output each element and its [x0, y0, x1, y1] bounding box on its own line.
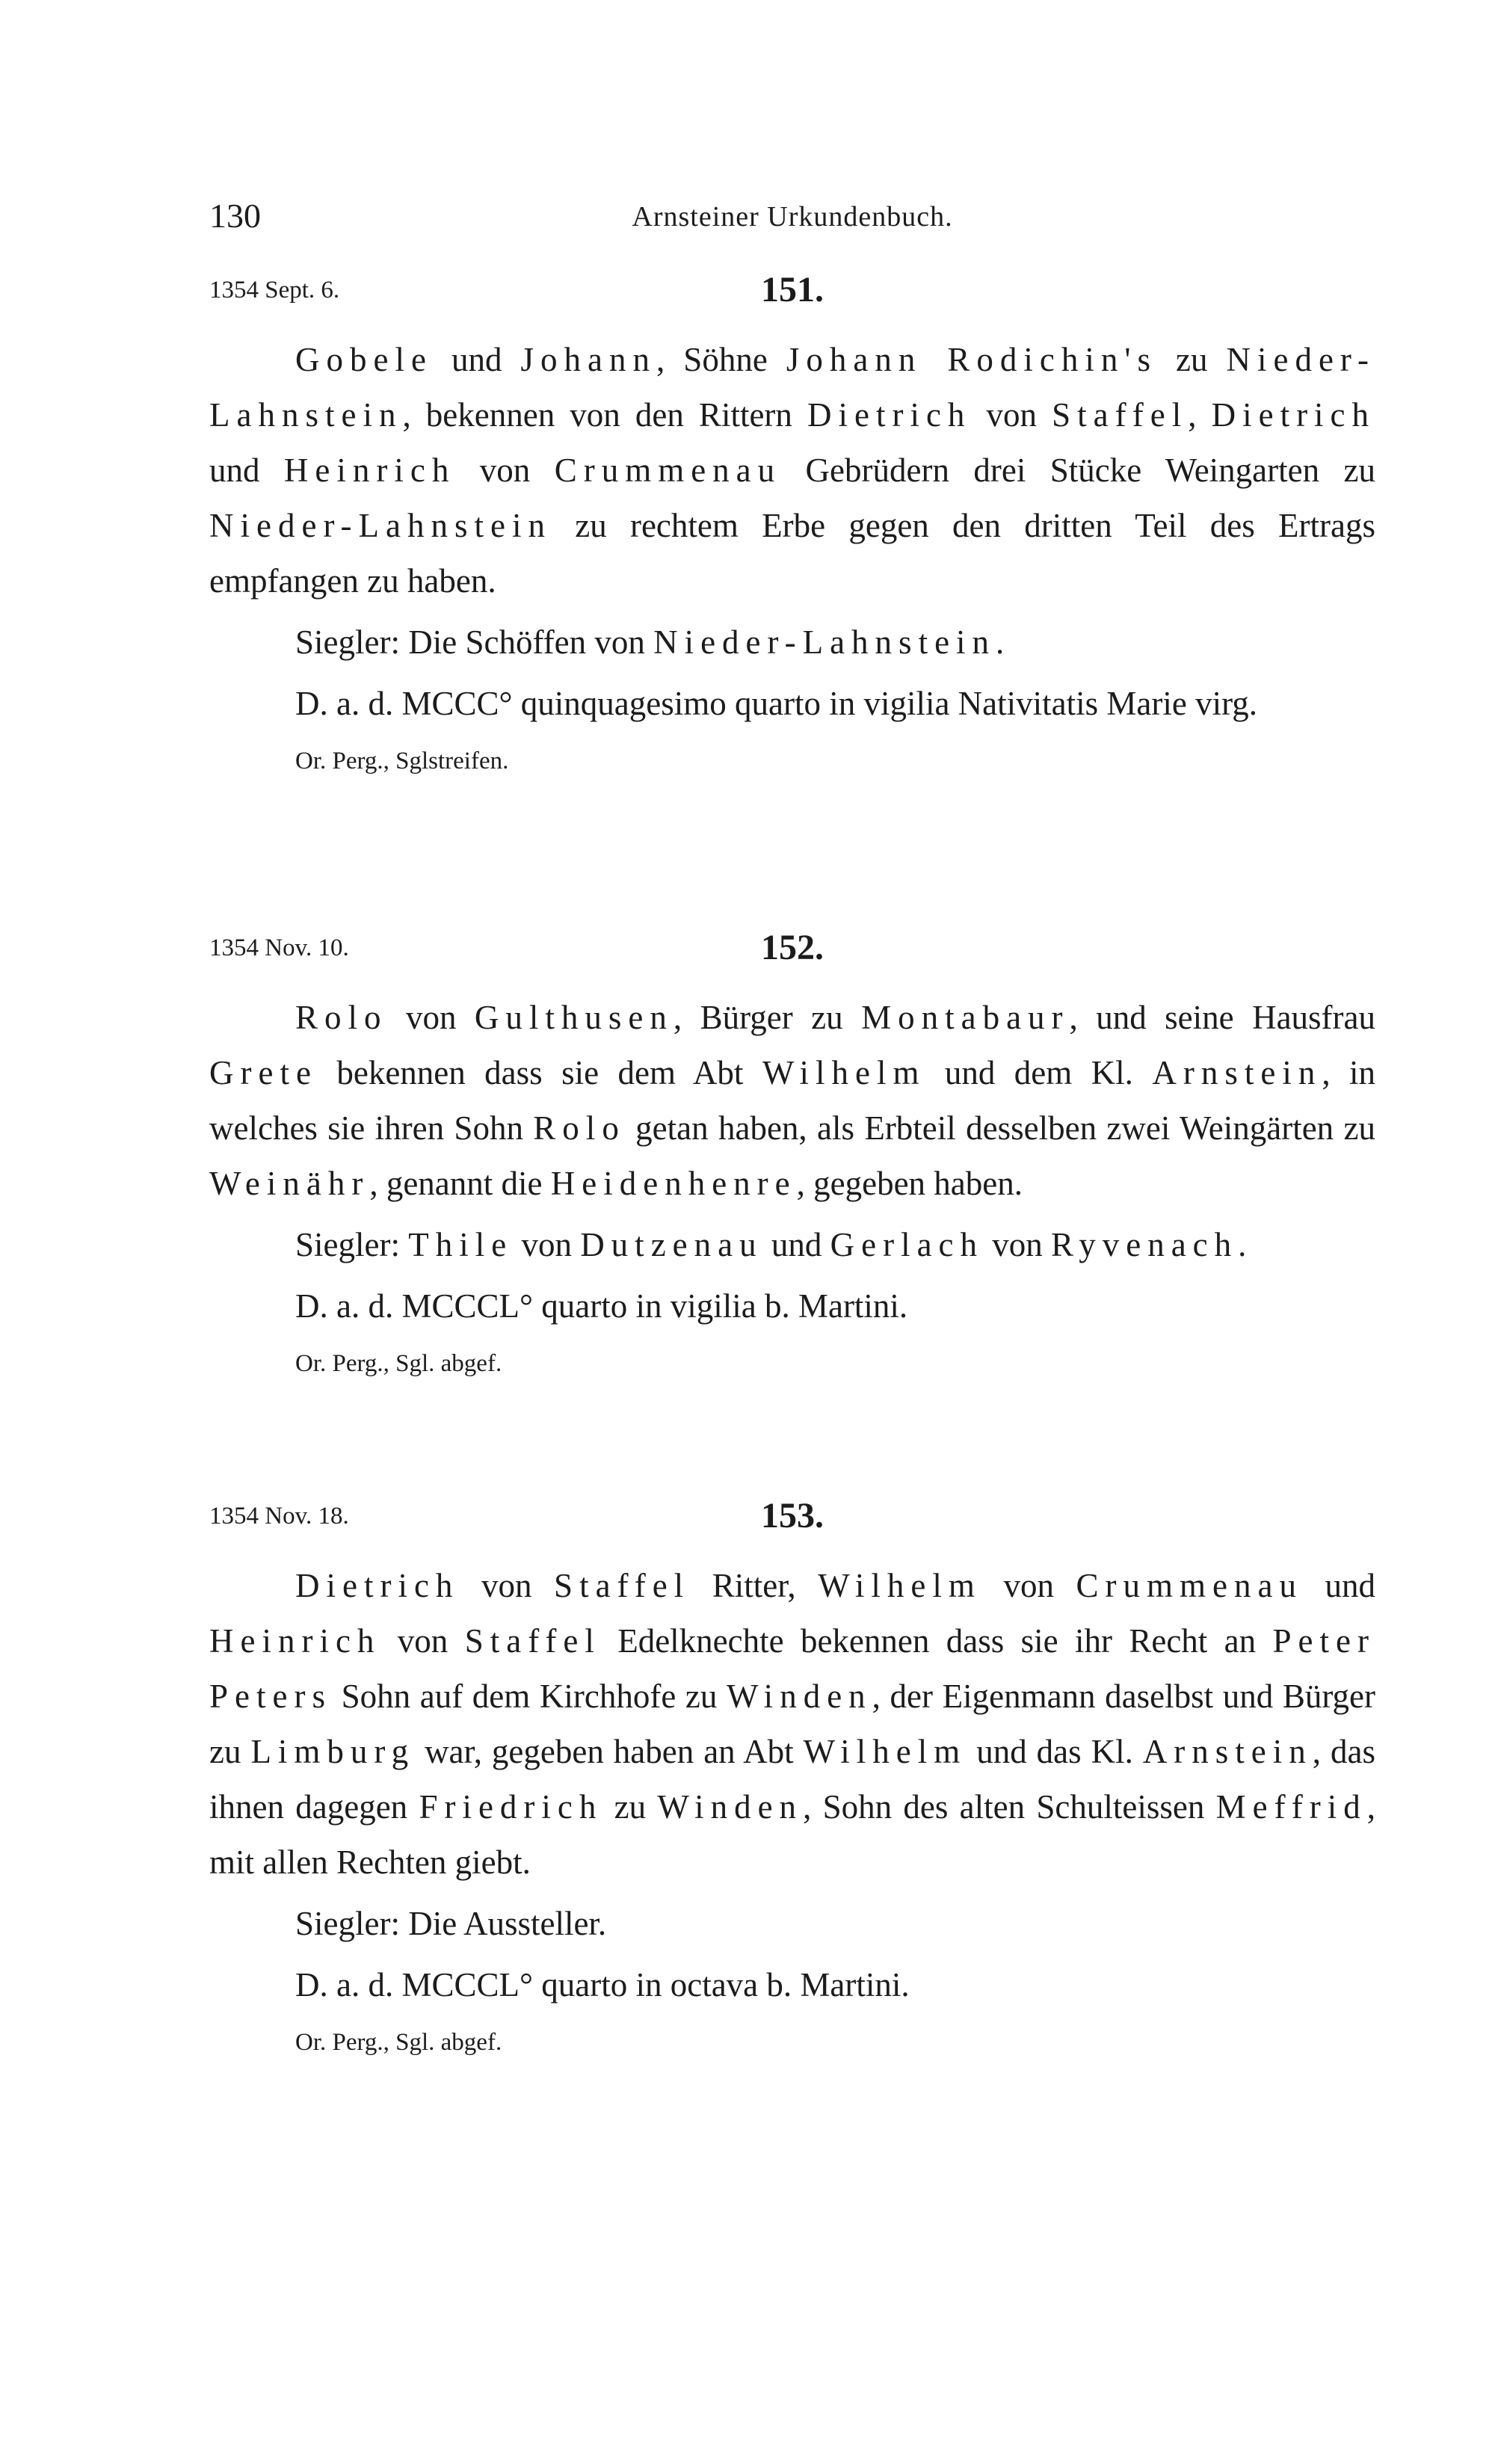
spaced-name: Nieder-Lahnstein — [653, 623, 996, 661]
text-run: von — [513, 1226, 581, 1263]
text-run: bekennen dass sie dem Abt — [317, 1054, 762, 1091]
spaced-name: Heidenhenre — [550, 1165, 797, 1202]
spaced-name: Heinrich — [209, 1622, 381, 1660]
spaced-name: Grete — [209, 1054, 318, 1091]
spaced-name: Arnstein — [1152, 1054, 1322, 1091]
spaced-name: Montabaur — [861, 999, 1070, 1036]
spaced-name: Crummenau — [1076, 1567, 1303, 1604]
text-run: , Bürger zu — [673, 999, 862, 1036]
spaced-name: Dietrich — [807, 396, 972, 434]
spaced-name: Dietrich — [295, 1567, 460, 1604]
source-note: Or. Perg., Sglstreifen. — [295, 748, 509, 774]
entry-number: 152. — [761, 928, 824, 967]
entry-date: 1354 Nov. 18. — [209, 1503, 349, 1530]
spaced-name: Staffel — [554, 1567, 691, 1604]
text-run: war, gegeben haben an Abt — [415, 1733, 804, 1770]
text-run: D. a. d. MCCCL° quarto in octava b. Martini. — [295, 1966, 910, 2003]
entry-head — [209, 1495, 1375, 1547]
text-run: und das Kl. — [967, 1733, 1143, 1770]
spaced-name: Rolo — [533, 1109, 626, 1147]
text-run: Edelknechte bekennen dass sie ihr Recht an — [600, 1622, 1273, 1660]
text-run: von — [971, 396, 1052, 434]
spaced-name: Gobele — [295, 341, 433, 378]
text-run: zu — [1156, 341, 1227, 378]
sealer-line — [209, 1896, 1375, 1951]
spaced-name: Winden — [727, 1678, 872, 1715]
text-run: Siegler: Die Schöffen von — [295, 623, 654, 661]
text-run: Siegler: — [295, 1226, 409, 1263]
text-run: von — [380, 1622, 465, 1660]
spaced-name: Gerlach — [830, 1226, 984, 1263]
spaced-name: Staffel — [1052, 396, 1189, 434]
text-run: , mit allen Rechten giebt. — [209, 1788, 1375, 1881]
text-run: . — [1238, 1226, 1247, 1263]
text-run: , bekennen von den Rittern — [402, 396, 807, 434]
text-run: von — [981, 1567, 1076, 1604]
text-run: , Sohn des alten Schulteissen — [803, 1788, 1216, 1826]
entry-number: 151. — [761, 270, 824, 309]
entry-head — [209, 927, 1375, 979]
running-title: Arnsteiner Urkundenbuch. — [632, 201, 953, 232]
text-run: , gegeben haben. — [796, 1165, 1023, 1202]
text-run: , — [1188, 396, 1212, 434]
spaced-name: Nieder-Lahnstein — [209, 341, 1376, 434]
text-run: von — [455, 452, 555, 489]
text-run: Siegler: Die Aussteller. — [295, 1905, 607, 1942]
text-run: zu — [602, 1788, 658, 1826]
text-run: Ritter, — [690, 1567, 819, 1604]
running-head — [209, 196, 1375, 241]
regest-text — [209, 1558, 1375, 1890]
text-run: , das ihnen dagegen — [209, 1733, 1375, 1826]
regest-text — [209, 990, 1375, 1211]
entry-head — [209, 269, 1375, 321]
dating-clause — [209, 1957, 1375, 2012]
spaced-name: Dutzenau — [580, 1226, 763, 1263]
text-run: und — [1302, 1567, 1376, 1604]
spaced-name: Wilhelm — [818, 1567, 981, 1604]
dating-clause — [209, 676, 1375, 731]
text-run: , Söhne — [656, 341, 786, 378]
text-run: D. a. d. MCCCL° quarto in vigilia b. Martini. — [295, 1287, 908, 1325]
spaced-name: Gulthusen — [474, 999, 673, 1036]
text-run: Gebrüdern drei Stücke Weingarten zu — [781, 452, 1376, 489]
spaced-name: Crummenau — [554, 452, 782, 489]
text-run: , und seine Hausfrau — [1069, 999, 1375, 1036]
page-number: 130 — [209, 197, 261, 235]
spaced-name: Wilhelm — [803, 1733, 967, 1770]
spaced-name: Staffel — [464, 1622, 601, 1660]
spaced-name: Peter Peters — [209, 1622, 1375, 1715]
text-run: getan haben, als Erbteil desselben zwei Weingärten zu — [625, 1109, 1375, 1147]
spaced-name: Ryvenach — [1051, 1226, 1239, 1263]
entry-151 — [209, 269, 1375, 783]
entry-number: 153. — [761, 1496, 824, 1536]
text-run: und dem Kl. — [925, 1054, 1153, 1091]
spaced-name: Meffrid — [1215, 1788, 1367, 1826]
text-run: und — [432, 341, 521, 378]
spaced-name: Thile — [408, 1226, 514, 1263]
spaced-name: Dietrich — [1211, 396, 1376, 434]
spaced-name: Heinrich — [283, 452, 456, 489]
text-run: von — [459, 1567, 555, 1604]
spaced-name: Limburg — [250, 1733, 416, 1770]
text-run: , in welches sie ihren Sohn — [209, 1054, 1375, 1147]
entry-152 — [209, 927, 1375, 1386]
sealer-line — [209, 1217, 1375, 1272]
text-run: D. a. d. MCCC° quinquagesimo quarto in vigilia Nativitatis Marie virg. — [295, 685, 1258, 722]
entry-153 — [209, 1495, 1375, 2065]
sealer-line — [209, 615, 1375, 670]
text-run: Sohn auf dem Kirchhofe zu — [331, 1678, 727, 1715]
spaced-name: Winden — [657, 1788, 804, 1826]
text-run: . — [996, 623, 1005, 661]
text-run: von — [387, 999, 475, 1036]
spaced-name: Johann Rodichin's — [786, 341, 1157, 378]
entry-date: 1354 Sept. 6. — [209, 277, 340, 304]
source-note: Or. Perg., Sgl. abgef. — [295, 1350, 502, 1377]
spaced-name: Friedrich — [419, 1788, 603, 1826]
text-run: und — [209, 452, 284, 489]
text-run: zu rechtem Erbe gegen den dritten Teil des Ertrags empfangen zu haben. — [209, 507, 1375, 600]
regest-text — [209, 332, 1375, 609]
text-run: von — [984, 1226, 1052, 1263]
spaced-name: Johann — [520, 341, 657, 378]
spaced-name: Weinähr — [209, 1165, 370, 1202]
text-run: , genannt die — [369, 1165, 551, 1202]
spaced-name: Arnstein — [1142, 1733, 1313, 1770]
text-run: , der Eigenmann daselbst und Bürger zu — [209, 1678, 1375, 1770]
spaced-name: Wilhelm — [762, 1054, 926, 1091]
entry-date: 1354 Nov. 10. — [209, 934, 349, 961]
text-run: und — [762, 1226, 830, 1263]
spaced-name: Nieder-Lahnstein — [209, 507, 552, 544]
source-note: Or. Perg., Sgl. abgef. — [295, 2029, 502, 2056]
spaced-name: Rolo — [295, 999, 388, 1036]
dating-clause — [209, 1278, 1375, 1334]
